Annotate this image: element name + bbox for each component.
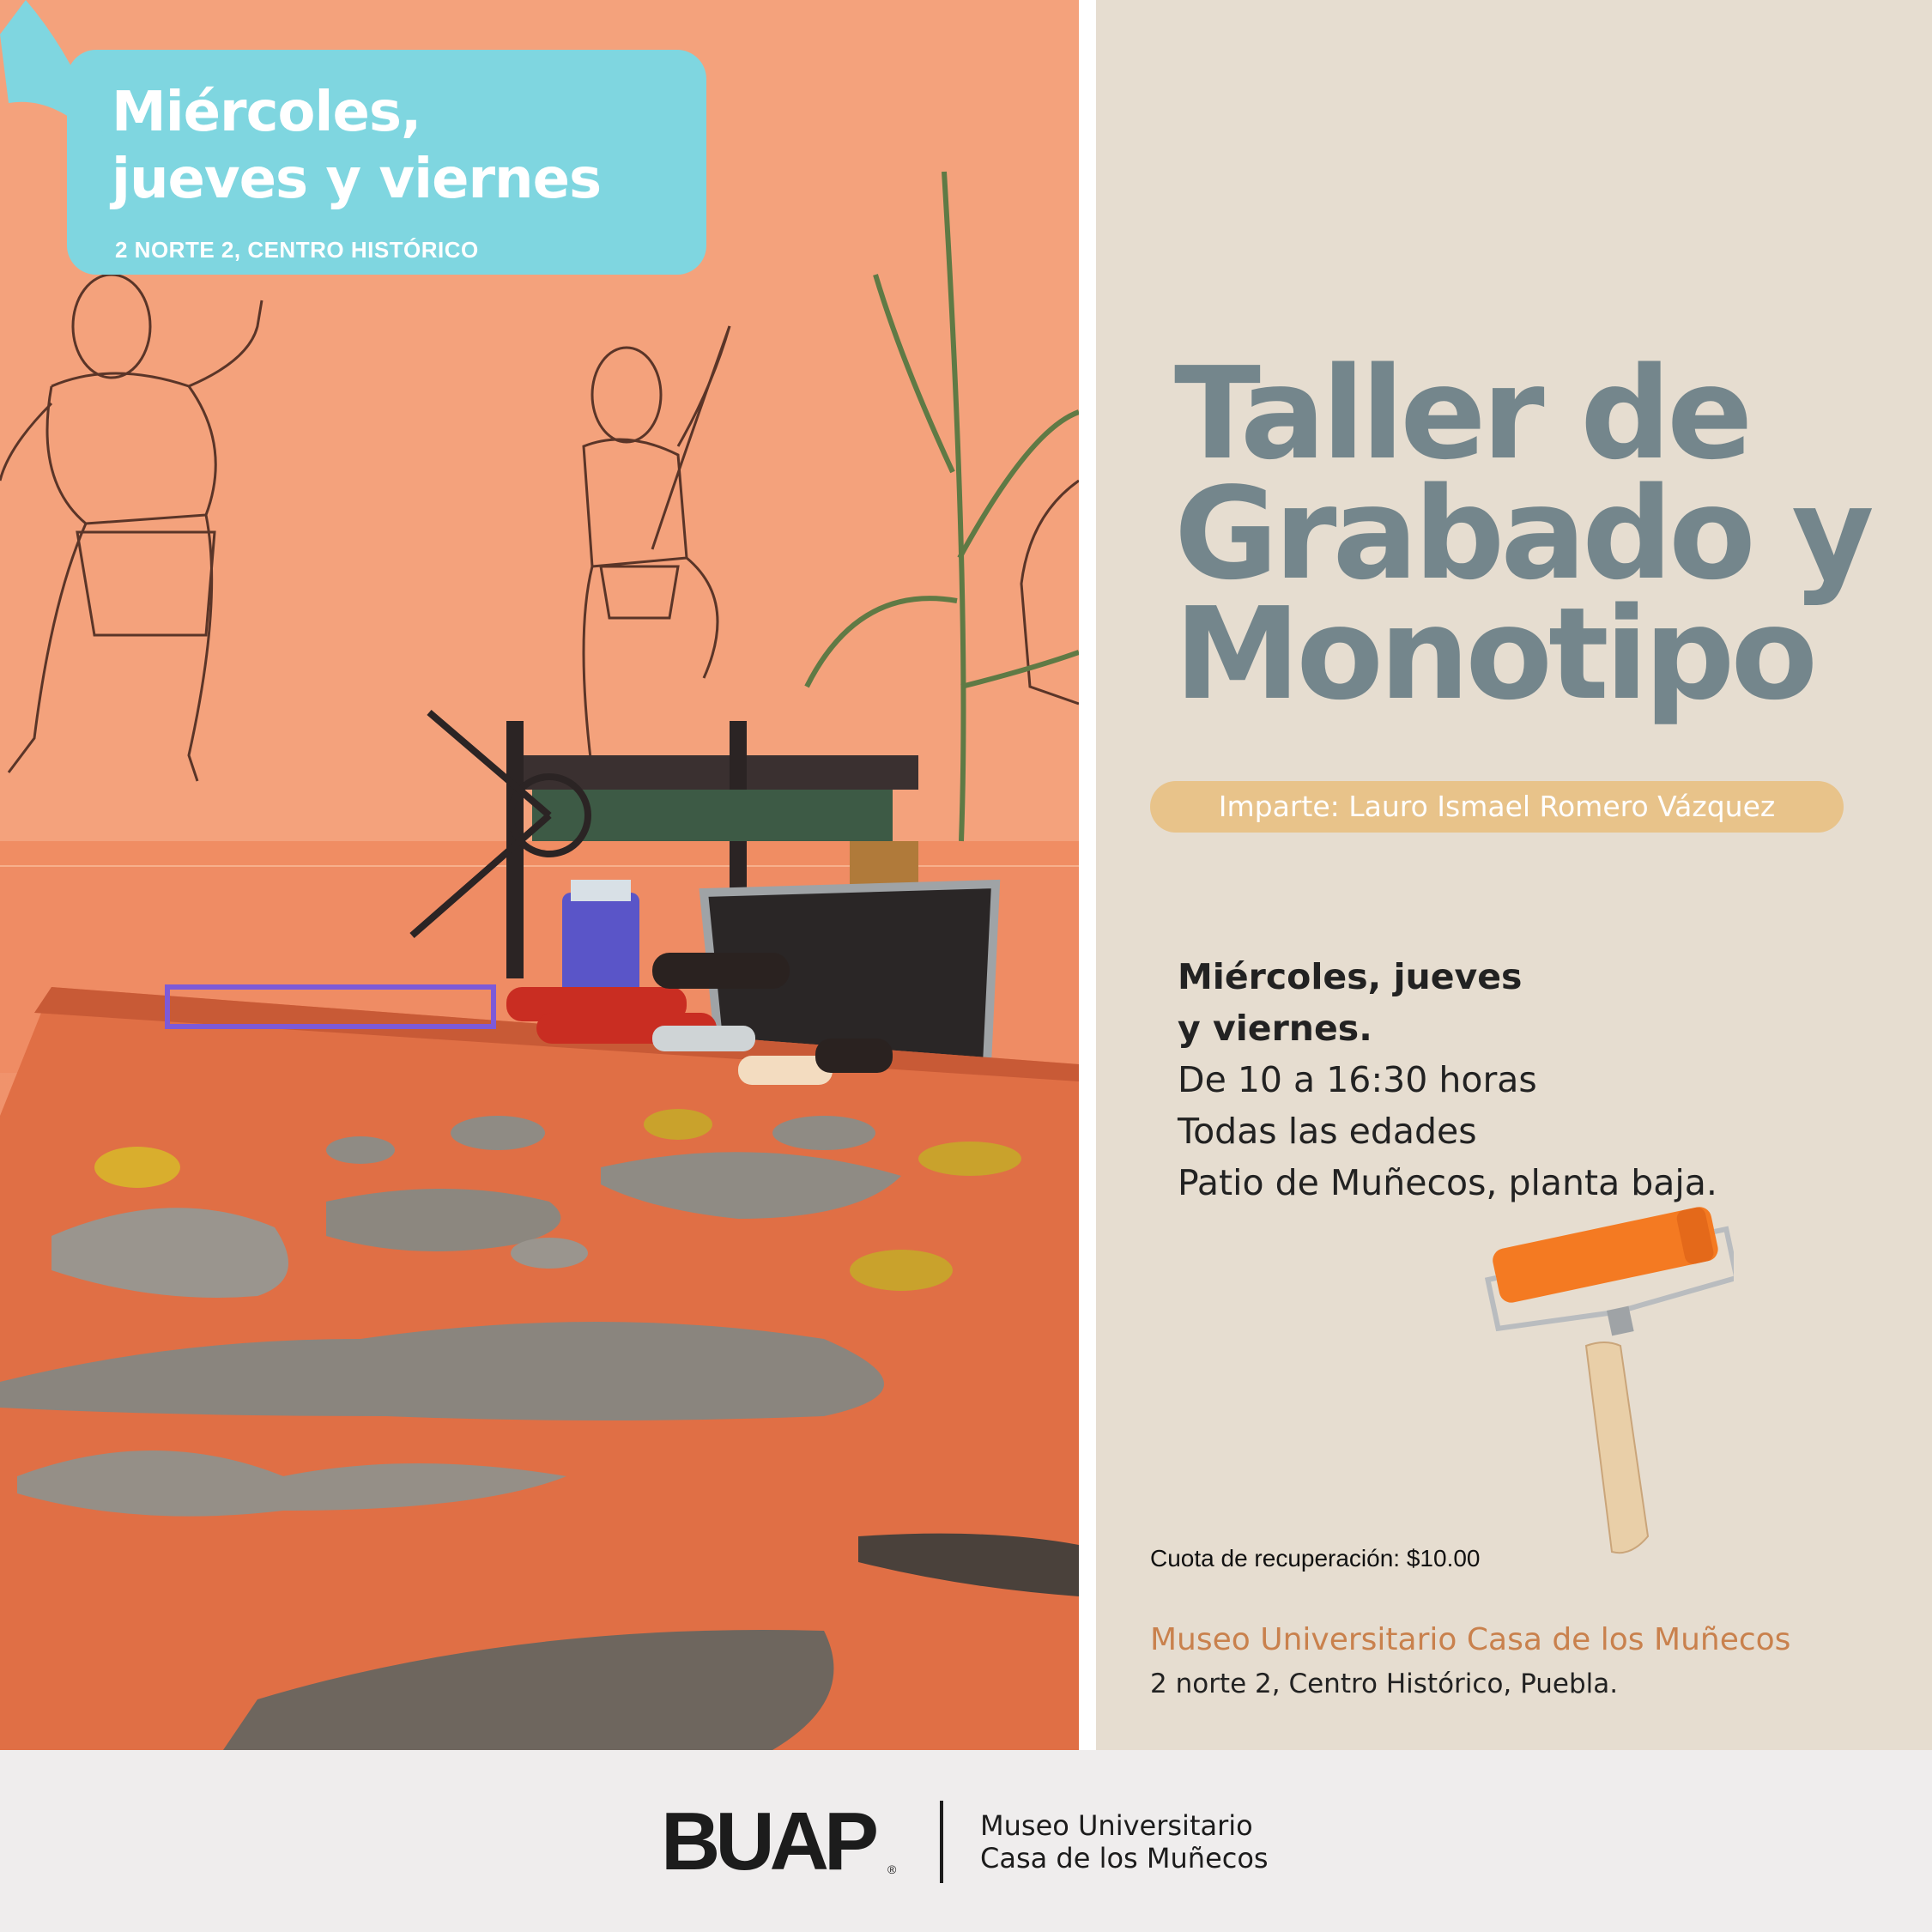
title-line1: Taller de (1174, 340, 1749, 488)
footer-line1: Museo Universitario (980, 1809, 1253, 1842)
schedule-details (1178, 951, 1717, 1208)
footer-divider (940, 1801, 943, 1883)
title-line3: Monotipo (1174, 580, 1814, 728)
banner-address: 2 NORTE 2, CENTRO HISTÓRICO (115, 237, 479, 263)
banner-days-line2: jueves y viernes (112, 148, 602, 211)
schedule-place: Patio de Muñecos, planta baja. (1178, 1162, 1717, 1203)
schedule-days-line1: Miércoles, jueves (1178, 956, 1523, 997)
registered-mark: ® (887, 1862, 897, 1876)
schedule-hours: De 10 a 16:30 horas (1178, 1059, 1537, 1100)
paint-roller-icon (1485, 1202, 1734, 1562)
footer-line2: Casa de los Muñecos (980, 1842, 1269, 1874)
banner-tail (0, 0, 112, 163)
venue-address: 2 norte 2, Centro Histórico, Puebla. (1150, 1669, 1619, 1699)
panel-divider (1079, 0, 1096, 1750)
workshop-title (1174, 340, 1912, 728)
title-line2: Grabado y (1174, 460, 1870, 608)
schedule-days-line2: y viernes. (1178, 1008, 1372, 1049)
buap-logo: BUAP (661, 1796, 875, 1887)
ink-bottle (562, 893, 639, 1000)
schedule-ages: Todas las edades (1178, 1111, 1477, 1152)
footer-museum-name (980, 1809, 1269, 1874)
instructor-pill: Imparte: Lauro Ismael Romero Vázquez (1150, 781, 1844, 833)
venue-name: Museo Universitario Casa de los Muñecos (1150, 1622, 1791, 1657)
banner-days-line1: Miércoles, (112, 81, 421, 144)
schedule-banner (67, 50, 706, 275)
footer (0, 1750, 1932, 1932)
fee: Cuota de recuperación: $10.00 (1150, 1545, 1481, 1572)
